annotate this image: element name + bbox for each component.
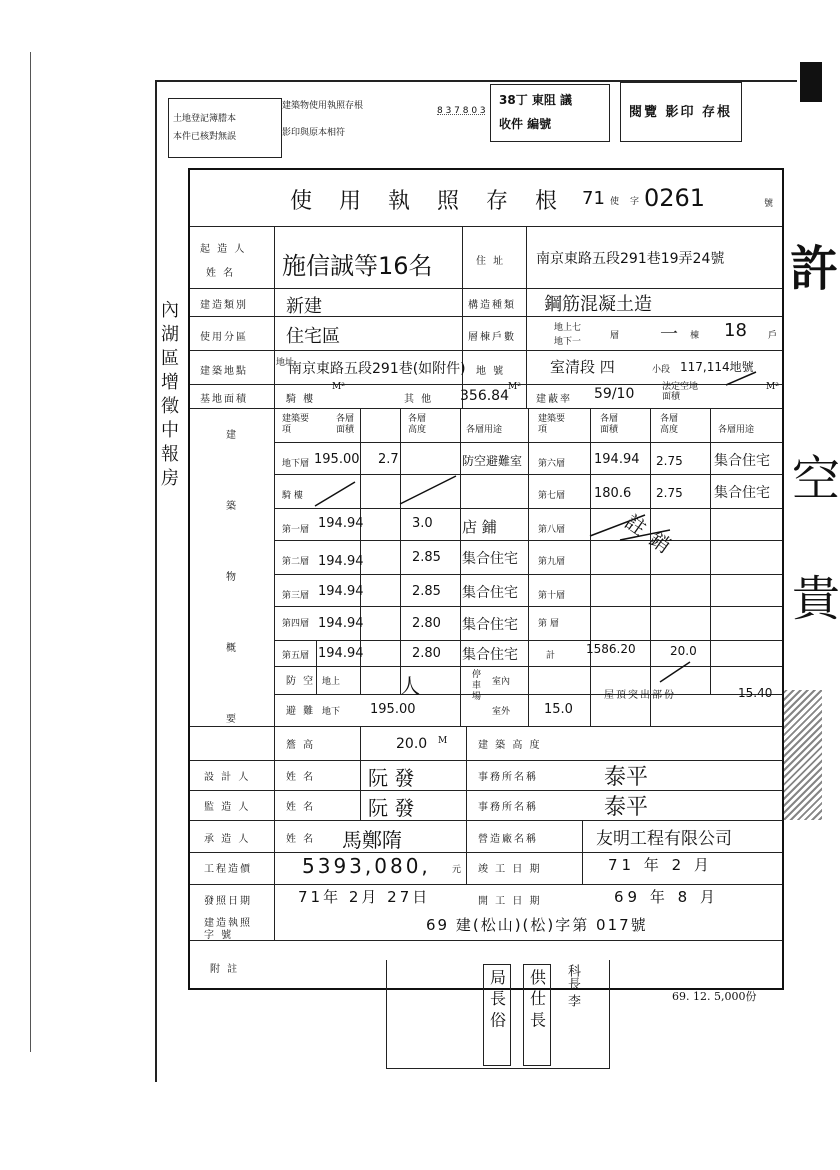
col-item-header-right: 建築要項 — [538, 414, 566, 435]
floor-use: 防空避難室 — [462, 454, 523, 468]
contractor-firm-label: 營造廠名稱 — [478, 834, 538, 845]
outdoor-value: 15.0 — [544, 702, 573, 717]
households-value: 18 — [724, 320, 747, 341]
indoor-label: 室內 — [492, 677, 511, 687]
contractor-firm-value: 友明工程有限公司 — [596, 829, 732, 849]
lot-label: 地 號 — [476, 366, 506, 377]
floor-name: 第五層 — [282, 651, 310, 661]
below-label: 地下 — [322, 707, 341, 717]
completion-label: 竣 工 日 期 — [478, 864, 542, 875]
floor-area: 195.00 — [314, 452, 360, 467]
floor-use: 集合住宅 — [714, 485, 770, 501]
floor-area: 194.94 — [318, 646, 364, 661]
floor-area: 180.6 — [594, 486, 632, 501]
side-char-1: 許 — [790, 241, 839, 297]
issue-value: 71年 2月 27日 — [298, 888, 431, 906]
floors-above: 地上七 — [554, 323, 582, 333]
structure-label: 構造種類 — [468, 300, 516, 311]
floor-area: 194.94 — [318, 584, 364, 599]
lot-subsection-label: 小段 — [652, 365, 671, 375]
parking-label: 停車場 — [472, 670, 482, 702]
section-char: 物 — [226, 572, 238, 583]
structure-value: 鋼筋混凝土造 — [544, 294, 652, 315]
floor-height: 2.75 — [656, 486, 683, 500]
license-number: 0261 — [644, 184, 706, 212]
contractor-label: 承 造 人 — [204, 834, 251, 845]
coverage-value: 59/10 — [594, 386, 635, 402]
open-space-label: 法定空地面積 — [662, 382, 699, 402]
edge-mark — [800, 62, 822, 102]
floor-height: 2.7 — [378, 452, 399, 467]
stamp-date: 8 3 7 8 0 3 — [437, 98, 485, 115]
below-area: 195.00 — [370, 702, 416, 717]
floors-unit: 層 — [610, 331, 620, 341]
floor-name: 第一層 — [282, 525, 310, 535]
col-item-header: 建築要項 — [282, 414, 310, 435]
floor-use: 集合住宅 — [462, 617, 518, 633]
designer-office-label: 事務所名稱 — [478, 772, 538, 783]
cancel-mark: 註銷 — [620, 509, 684, 564]
designer-label: 設 計 人 — [204, 772, 251, 783]
floor-height: 2.85 — [412, 584, 441, 599]
cost-unit: 元 — [452, 865, 462, 875]
form-title: 使 用 執 照 存 根 — [290, 189, 567, 214]
address-value: 南京東路五段291巷19弄24號 — [536, 251, 725, 267]
buildings-value: 一 — [660, 324, 678, 345]
floor-name: 騎 樓 — [282, 491, 303, 501]
seal-left: 局 長 俗 — [483, 964, 511, 1066]
cost-label: 工程造價 — [204, 864, 252, 875]
permit-number-label: 字 號 — [204, 930, 234, 941]
arcade-label: 騎 樓 — [286, 394, 316, 405]
eaves-label: 簷 高 — [286, 740, 316, 751]
floor-use: 店 鋪 — [462, 518, 497, 536]
designer-value: 阮 發 — [368, 766, 415, 790]
roof-label: 屋頂突出部份 — [604, 690, 676, 701]
seal-right: 科長 李 — [565, 964, 580, 1008]
designer-office-value: 泰平 — [604, 765, 649, 790]
completion-value: 71 年 2 月 — [608, 856, 713, 874]
above-label: 地上 — [322, 677, 341, 687]
floor-height: 3.0 — [412, 516, 433, 531]
issue-label: 發照日期 — [204, 896, 252, 907]
floor-name: 第九層 — [538, 557, 566, 567]
build-type-label: 建造類別 — [200, 300, 248, 311]
designer-name-label: 姓 名 — [286, 772, 316, 783]
license-suffix: 號 — [764, 199, 774, 209]
section-char: 築 — [226, 501, 238, 512]
contractor-value: 馬鄭隋 — [342, 828, 402, 852]
use-zone-label: 使用分區 — [200, 332, 248, 343]
license-form: 使 用 執 照 存 根 71 使 字 0261 號 起 造 人 姓 名 施信誠等16名 住 址 南京東路五段291巷19弄24號 建造類別 新建 構造種類 鋼筋混凝土造 使用分區 住宅區 層棟戶數 地上七 地下一 層 一 棟 18 戶 建築地點 地址 南京東路五段291巷(如附件) 地 號 室清段 四 小段 117,114地號 基地面積 騎 樓 M² 其 他 356.84 M² 建蔽率 59/10 法定空地面積 M² 建 築 物 概 要 建築要項 各層面積 各層高度 各層用途 建築要項 各層面積 各層高度 各層用途 地下層 195.00 2.7 防空避難室 騎 樓 第一層 194.94 3.0 店 鋪 第二層 194.94 2.85 集合住宅 第三層 194.94 2.85 集合住宅 第四層 194.94 2.80 集合住宅 第五層 194.94 2.80 集合住宅 第六層 194.94 2.75 集合住宅 第七層 180.6 2.75 集合住宅 第八層 第九層 第十層 第 層 計 1586.20 20.0 註銷 防 空 避 難 地上 人 地下 195.00 停車場 室內 室外 15.0 屋頂突出部份 15.40 簷 高 20.0 M 建 築 高 度 設 計 人 姓 名 阮 發 事務所名稱 泰平 監 造 人 姓 名 阮 發 事務所名稱 泰平 承 造 人 姓 名 馬鄭隋 營造廠名稱 友明工程有限公司 工程造價 5393,080, 元 竣 工 日 期 71 年 2 月 發照日期 71年 2月 27日 開 工 日 期 69 年 8 月 建造執照 字 號 69 建(松山)(松)字第 017號 附 註 — [188, 168, 784, 990]
license-word: 使 — [610, 197, 620, 207]
outdoor-label: 室外 — [492, 707, 511, 717]
households-unit: 戶 — [768, 331, 778, 341]
buildings-unit: 棟 — [690, 331, 700, 341]
supervisor-office-label: 事務所名稱 — [478, 802, 538, 813]
floors-below: 地下一 — [554, 337, 582, 347]
section-char: 建 — [226, 430, 238, 441]
build-type-value: 新建 — [286, 296, 322, 317]
floor-area: 194.94 — [594, 452, 640, 467]
section-char: 要 — [226, 714, 238, 725]
license-char: 字 — [630, 197, 640, 207]
license-prefix: 71 — [582, 188, 605, 209]
col-area-header-right: 各層面積 — [600, 414, 619, 435]
access-stamp: 閱覽 影印 存根 — [620, 82, 742, 142]
floor-height: 2.80 — [412, 646, 441, 661]
supervisor-label: 監 造 人 — [204, 802, 251, 813]
left-vertical-text: 內湖區增徵中報房 — [158, 300, 179, 492]
floor-area: 194.94 — [318, 554, 364, 569]
site-value: 南京東路五段291巷(如附件) — [288, 361, 466, 377]
floor-area: 194.94 — [318, 516, 364, 531]
unit-m: M — [438, 736, 448, 746]
other-label: 其 他 — [404, 394, 434, 405]
permit-label: 建造執照 — [204, 918, 252, 929]
unit-m2: M² — [766, 382, 779, 392]
scan-edge-line — [30, 52, 32, 1052]
unit-m2: M² — [332, 382, 345, 392]
permit-value: 69 建(松山)(松)字第 017號 — [426, 916, 648, 934]
start-value: 69 年 8 月 — [614, 888, 719, 906]
start-label: 開 工 日 期 — [478, 896, 542, 907]
site-label: 建築地點 — [200, 366, 248, 377]
floor-use: 集合住宅 — [462, 551, 518, 567]
use-zone-value: 住宅區 — [286, 326, 340, 347]
eaves-value: 20.0 — [396, 736, 428, 752]
floor-height: 2.80 — [412, 616, 441, 631]
supervisor-office-value: 泰平 — [604, 795, 649, 820]
land-area-label: 基地面積 — [200, 394, 248, 405]
col-height-header: 各層高度 — [408, 414, 427, 435]
building-height-label: 建 築 高 度 — [478, 740, 542, 751]
supervisor-name-label: 姓 名 — [286, 802, 316, 813]
floors-label: 層棟戶數 — [468, 332, 516, 343]
print-mark: 69. 12. 5,000份 — [672, 990, 757, 1003]
floor-name: 第四層 — [282, 619, 310, 629]
civil-def-label-1: 防 空 — [286, 676, 316, 687]
applicant-label: 起 造 人 — [200, 244, 247, 255]
floor-area: 194.94 — [318, 616, 364, 631]
total-label: 計 — [546, 651, 556, 661]
col-height-header-right: 各層高度 — [660, 414, 679, 435]
col-area-header: 各層面積 — [336, 414, 355, 435]
side-char-2: 空 — [792, 451, 840, 507]
receipt-stamp: 38丁 東阻 議 收件 編號 — [490, 84, 610, 142]
roof-value: 15.40 — [738, 686, 773, 700]
floor-name: 第 層 — [538, 619, 559, 629]
floor-height: 2.85 — [412, 550, 441, 565]
floor-use: 集合住宅 — [462, 585, 518, 601]
supervisor-value: 阮 發 — [368, 796, 415, 820]
civil-def-label-2: 避 難 — [286, 706, 316, 717]
site-prefix: 地址 — [276, 358, 295, 368]
floor-name: 第八層 — [538, 525, 566, 535]
stamp-mid: 建築物使用執照存根 影印與原本相符 — [282, 101, 364, 138]
side-char-3: 貴 — [792, 571, 840, 627]
stamp-left: 土地登記簿謄本 本件已核對無誤 — [168, 98, 282, 158]
floor-name: 第三層 — [282, 591, 310, 601]
total-area: 1586.20 — [586, 642, 636, 656]
address-label: 住 址 — [476, 256, 506, 267]
applicant-value: 施信誠等16名 — [282, 252, 433, 280]
floor-height: 2.75 — [656, 454, 683, 468]
other-area-value: 356.84 — [460, 388, 509, 404]
coverage-label: 建蔽率 — [536, 394, 572, 405]
floor-name: 地下層 — [282, 459, 310, 469]
total-height: 20.0 — [670, 644, 697, 658]
section-char: 概 — [226, 643, 238, 654]
lot-number: 117,114地號 — [680, 360, 754, 374]
contractor-name-label: 姓 名 — [286, 834, 316, 845]
applicant-name-label: 姓 名 — [206, 268, 236, 279]
floor-name: 第七層 — [538, 491, 566, 501]
floor-name: 第六層 — [538, 459, 566, 469]
floor-name: 第十層 — [538, 591, 566, 601]
floor-use: 集合住宅 — [714, 453, 770, 469]
col-use-header: 各層用途 — [466, 425, 503, 435]
notes-label: 附 註 — [210, 964, 240, 975]
floor-name: 第二層 — [282, 557, 310, 567]
cost-value: 5393,080, — [302, 854, 431, 878]
seal-mid: 供 仕 長 — [523, 964, 551, 1066]
floor-use: 集合住宅 — [462, 647, 518, 663]
unit-m2: M² — [508, 382, 521, 392]
col-use-header-right: 各層用途 — [718, 425, 755, 435]
seal-block — [386, 960, 610, 1069]
lot-section: 室清段 四 — [550, 358, 615, 376]
